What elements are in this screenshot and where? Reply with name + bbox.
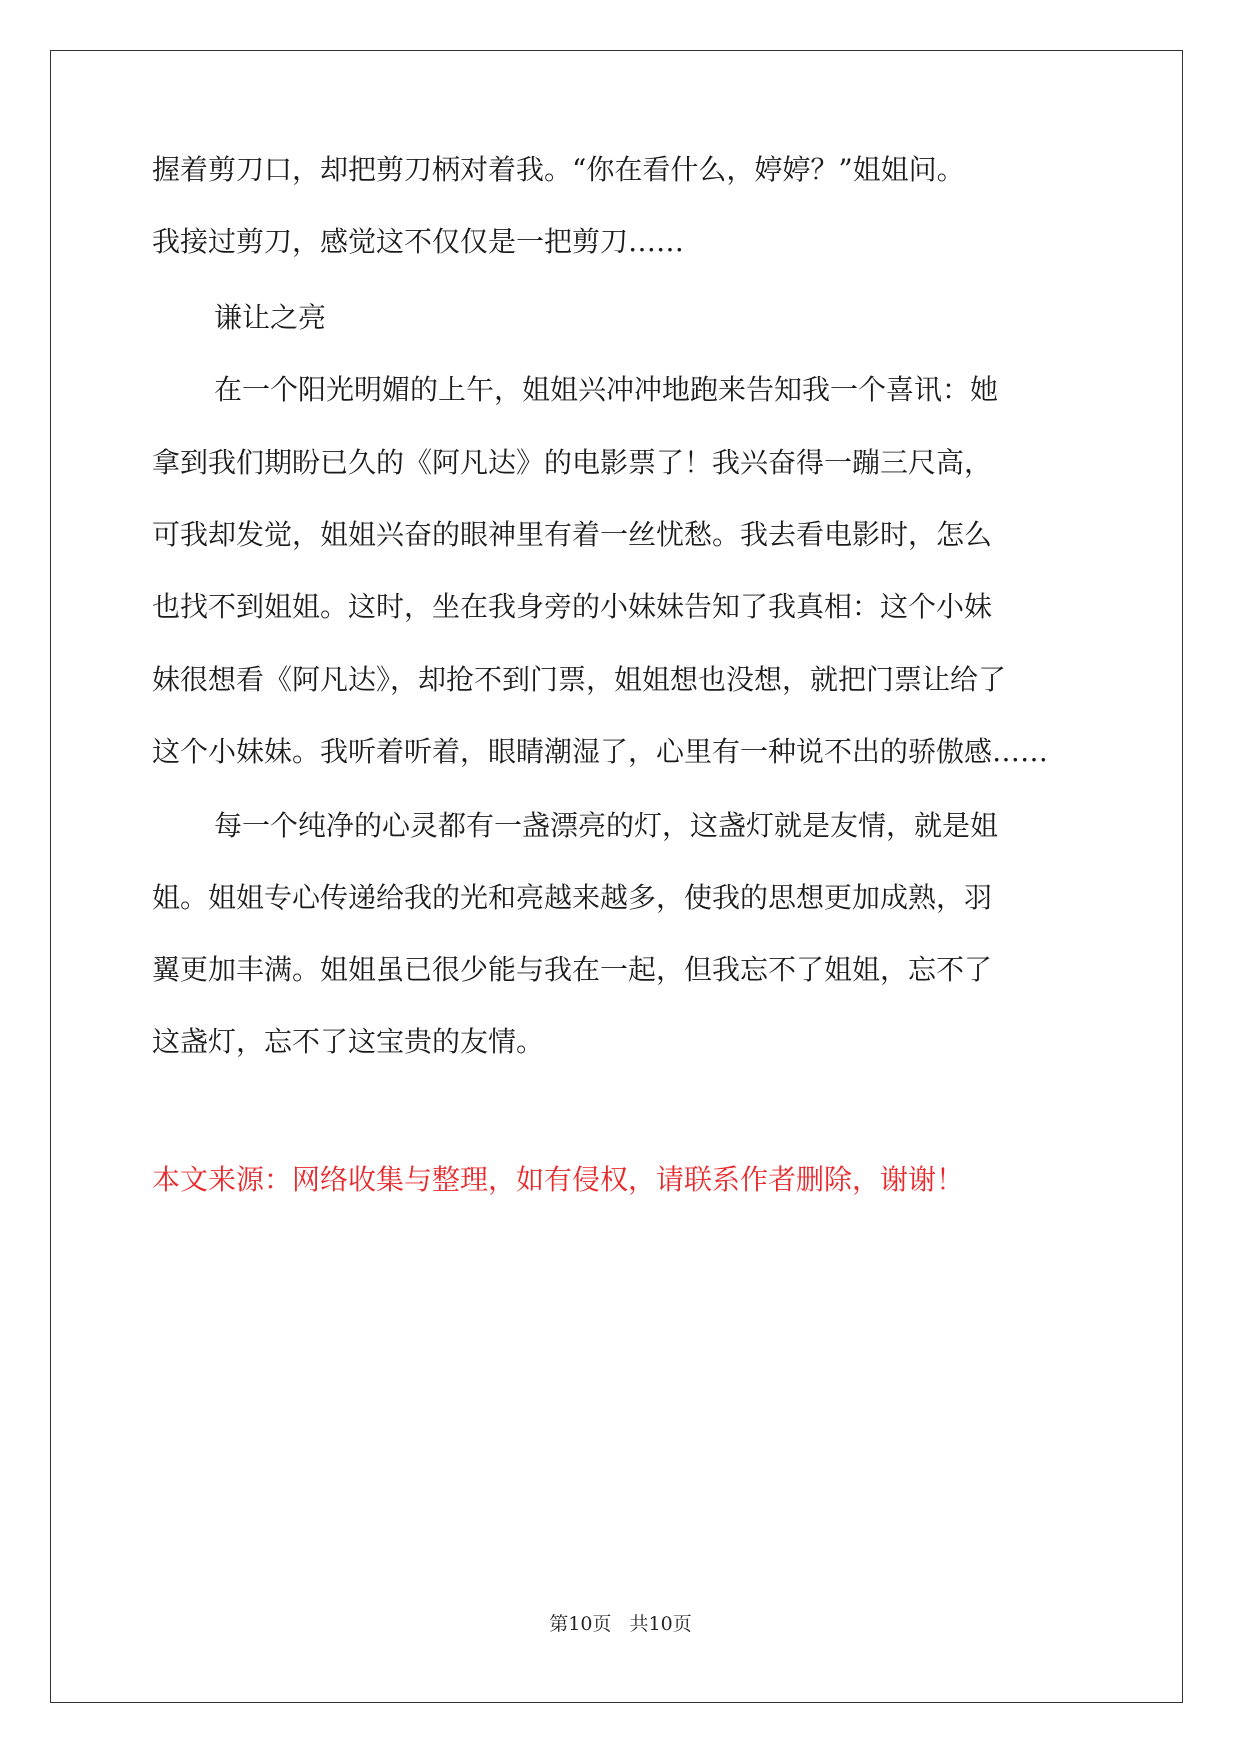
- paragraph-line: 姐。姐姐专心传递给我的光和亮越来越多，使我的思想更加成熟，羽: [152, 881, 993, 914]
- source-notice: 本文来源：网络收集与整理，如有侵权，请联系作者删除，谢谢！: [152, 1163, 965, 1196]
- paragraph-line: 在一个阳光明媚的上午，姐姐兴冲冲地跑来告知我一个喜讯：她: [214, 373, 999, 406]
- paragraph-line: 也找不到姐姐。这时，坐在我身旁的小妹妹告知了我真相：这个小妹: [152, 590, 993, 623]
- page-number: 第10页 共10页: [549, 1613, 692, 1635]
- paragraph-line: 我接过剪刀，感觉这不仅仅是一把剪刀……: [152, 225, 685, 258]
- paragraph-line: 握着剪刀口，却把剪刀柄对着我。“你在看什么，婷婷？”姐姐问。: [152, 153, 965, 186]
- paragraph-line: 妹很想看《阿凡达》，却抢不到门票，姐姐想也没想，就把门票让给了: [152, 663, 1007, 696]
- section-heading: 谦让之亮: [214, 301, 327, 334]
- paragraph-line: 拿到我们期盼已久的《阿凡达》的电影票了！我兴奋得一蹦三尺高，: [152, 446, 993, 479]
- paragraph-line: 可我却发觉，姐姐兴奋的眼神里有着一丝忧愁。我去看电影时，怎么: [152, 518, 993, 551]
- paragraph-line: 每一个纯净的心灵都有一盏漂亮的灯，这盏灯就是友情，就是姐: [214, 809, 999, 842]
- paragraph-line: 这个小妹妹。我听着听着，眼睛潮湿了，心里有一种说不出的骄傲感……: [152, 735, 1049, 768]
- paragraph-line: 这盏灯，忘不了这宝贵的友情。: [152, 1025, 545, 1058]
- paragraph-line: 翼更加丰满。姐姐虽已很少能与我在一起，但我忘不了姐姐，忘不了: [152, 953, 993, 986]
